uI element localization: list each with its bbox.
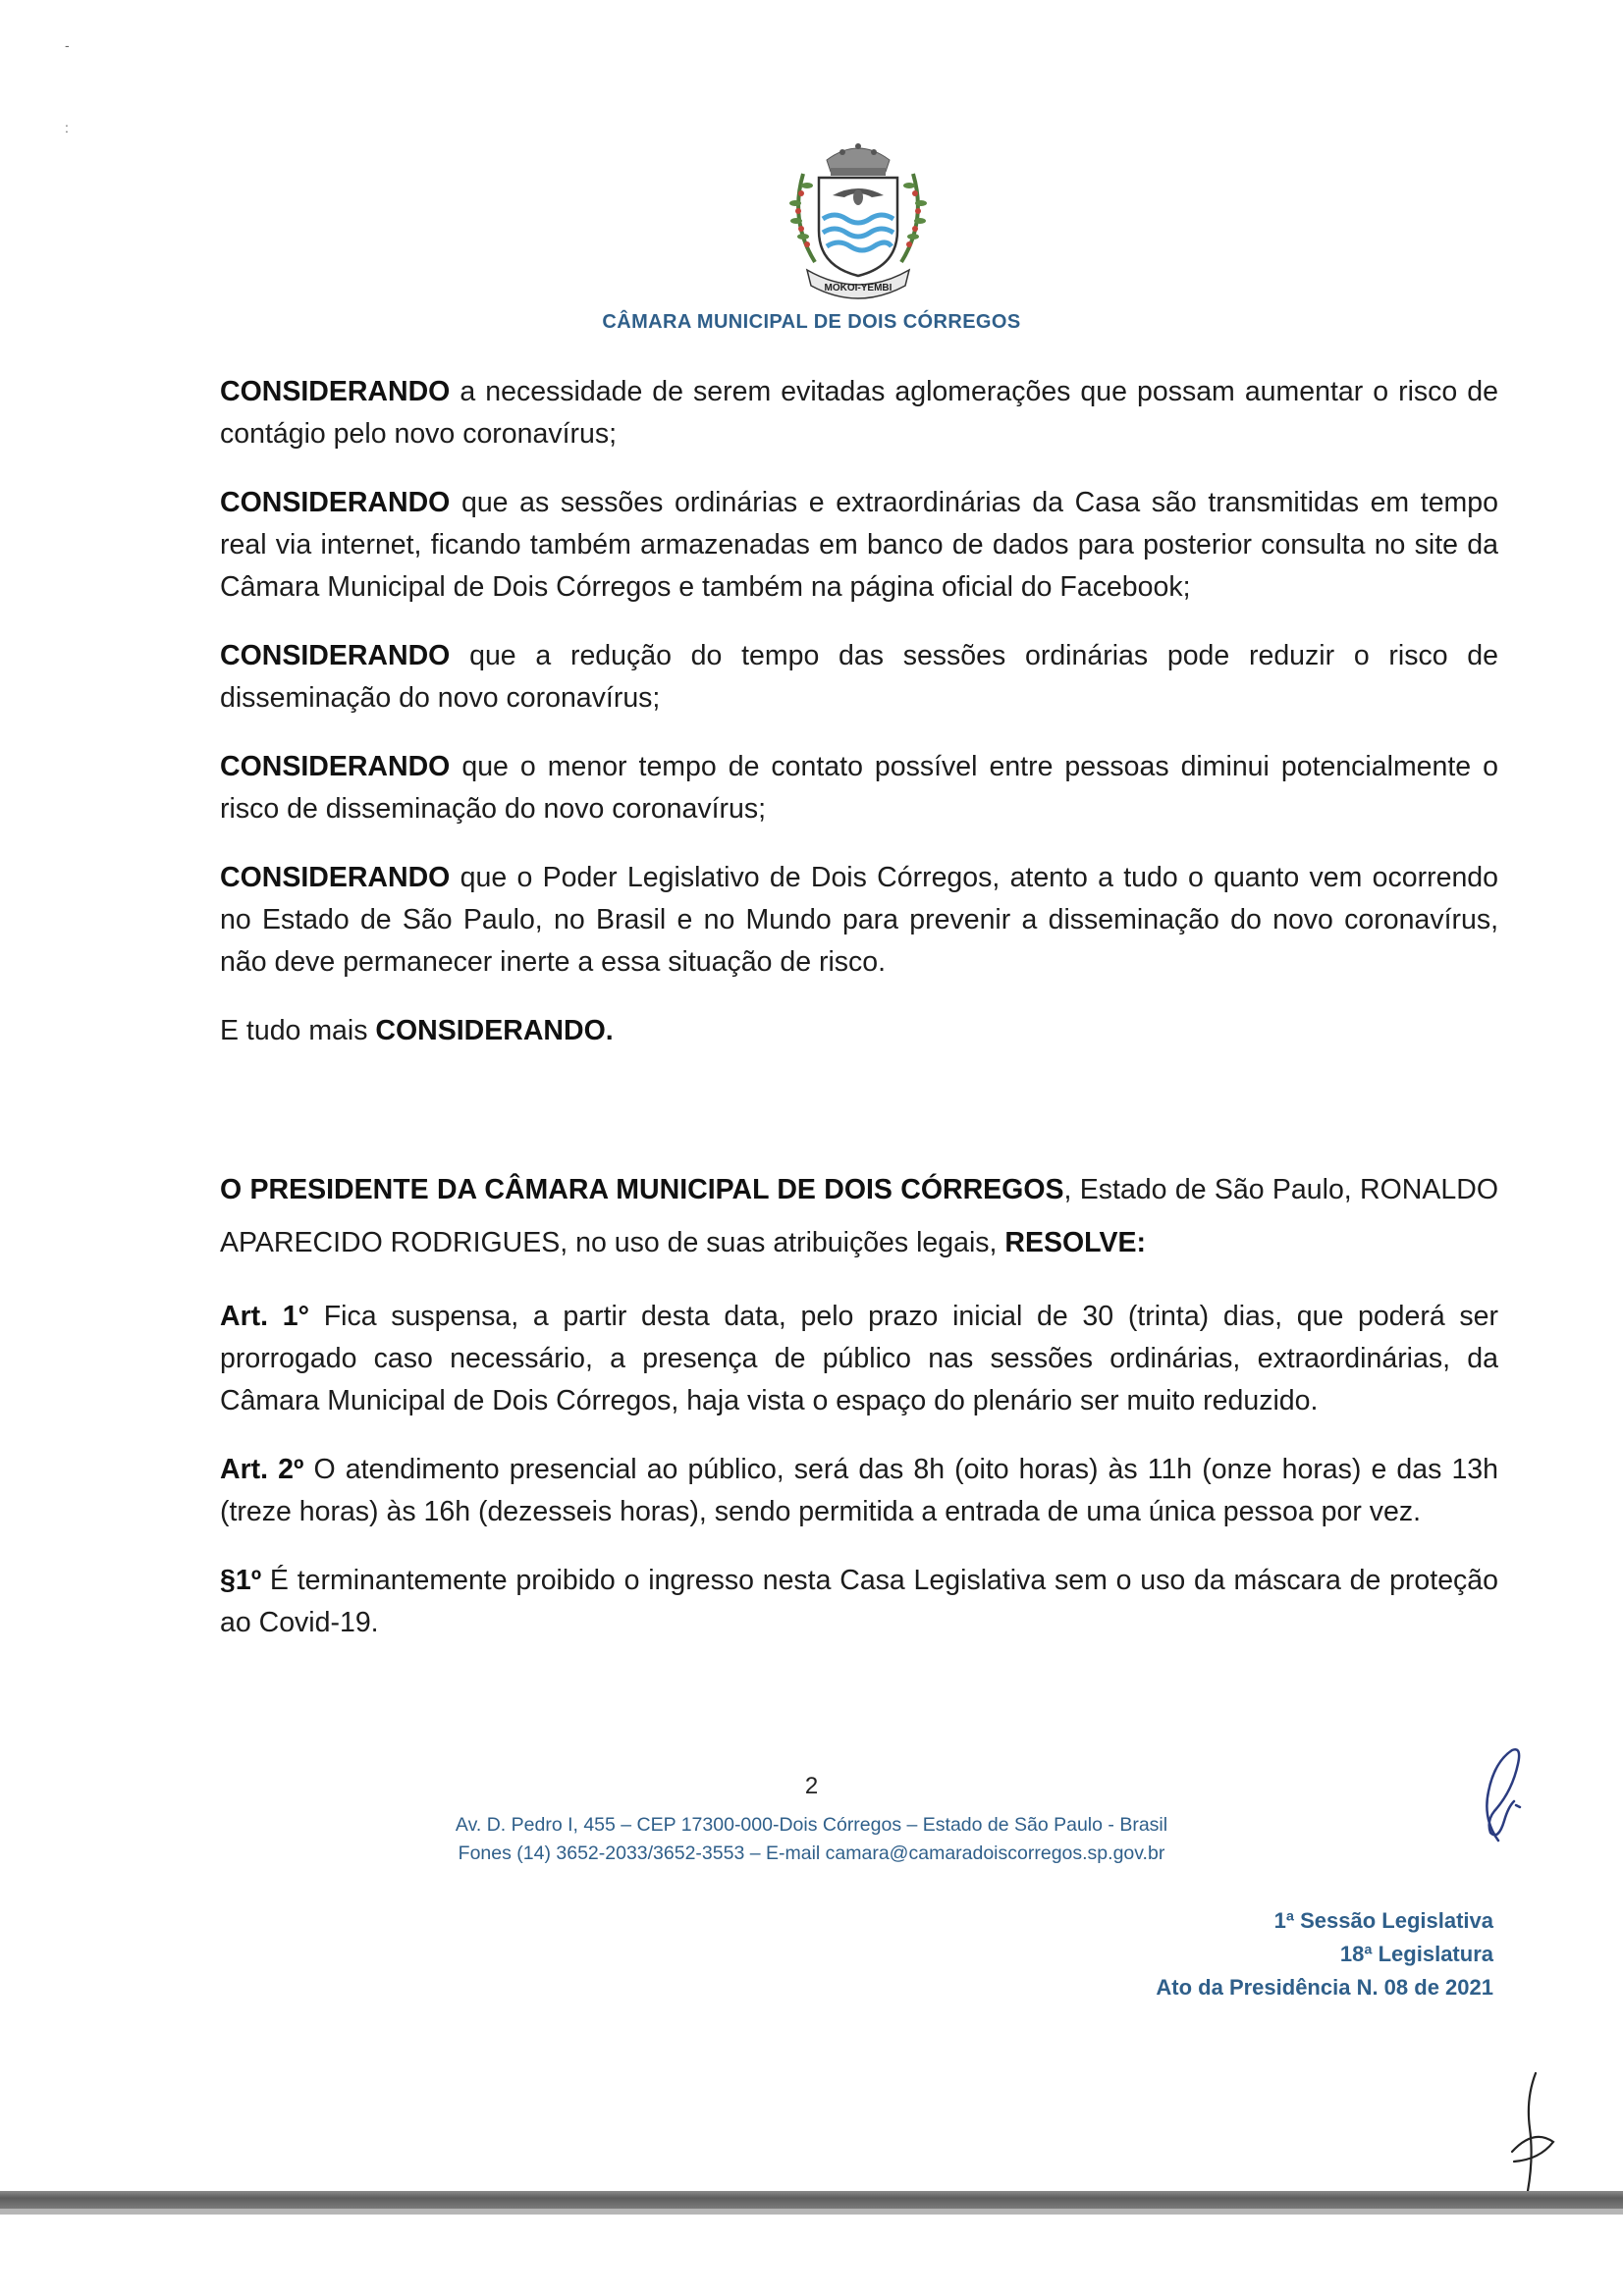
considerando-keyword: CONSIDERANDO — [220, 487, 451, 518]
considerando-text: que o Poder Legislativo de Dois Córregos, atento a tudo o quanto vem ocorrendo no Estado de São Paulo, no Brasil e no Mundo para prevenir a disseminação do novo coronavírus, não deve permanecer inerte a essa situação de risco. — [220, 862, 1498, 978]
considerando-keyword: CONSIDERANDO — [220, 751, 451, 782]
resolve-keyword: RESOLVE: — [1004, 1227, 1146, 1258]
considerando-text: que o menor tempo de contato possível entre pessoas diminui potencialmente o risco de disseminação do novo coronavírus; — [220, 751, 1498, 825]
scan-mark: - — [65, 37, 70, 53]
article-label: §1º — [220, 1565, 262, 1596]
session-line: 1ª Sessão Legislativa — [1273, 1908, 1493, 1933]
article-paragraph — [220, 1296, 1498, 1422]
article-paragraph — [220, 1449, 1498, 1533]
closing-text: E tudo mais — [220, 1015, 376, 1046]
president-text: , Estado de São Paulo, RONALDO APARECIDO RODRIGUES, no uso de suas atribuições legais, — [220, 1174, 1498, 1258]
closing-keyword: CONSIDERANDO. — [375, 1015, 614, 1046]
article-text: O atendimento presencial ao público, será das 8h (oito horas) às 11h (onze horas) e das 13h (treze horas) às 16h (dezesseis horas), sendo permitida a entrada de uma única pessoa por vez. — [220, 1454, 1498, 1527]
considerando-text: que as sessões ordinárias e extraordinárias da Casa são transmitidas em tempo real via internet, ficando também armazenadas em banco de dados para posterior consulta no site da Câmara Municipal de Dois Córregos e também na página oficial do Facebook; — [220, 487, 1498, 603]
footer-address-block — [0, 1811, 1623, 1868]
considerando-paragraph — [220, 371, 1498, 455]
considerando-paragraph — [220, 635, 1498, 720]
considerando-keyword: CONSIDERANDO — [220, 376, 451, 407]
document-body — [220, 371, 1498, 1671]
scan-edge-shade — [0, 2209, 1623, 2215]
scan-mark: : — [65, 120, 69, 135]
considerando-paragraph — [220, 857, 1498, 984]
municipal-crest-logo — [785, 133, 931, 307]
article-text: É terminantemente proibido o ingresso nesta Casa Legislativa sem o uso da máscara de proteção ao Covid-19. — [220, 1565, 1498, 1638]
closing-paragraph — [220, 1010, 1498, 1052]
article-text: Fica suspensa, a partir desta data, pelo prazo inicial de 30 (trinta) dias, que poderá ser prorrogado caso necessário, a presença de público nas sessões ordinárias, extraordinárias, da Câmara Municipal de Dois Córregos, haja vista o espaço do plenário ser muito reduzido. — [220, 1301, 1499, 1416]
considerando-paragraph — [220, 482, 1498, 609]
article-label: Art. 2º — [220, 1454, 304, 1485]
handwritten-rubric-signature — [1504, 2069, 1563, 2197]
president-paragraph — [220, 1163, 1498, 1269]
legislature-line: 18ª Legislatura — [1339, 1942, 1493, 1966]
handwritten-initial-signature — [1469, 1742, 1538, 1850]
scan-edge-bar — [0, 2191, 1623, 2209]
act-reference: Ato da Presidência N. 08 de 2021 — [1156, 1975, 1493, 2000]
article-label: Art. 1° — [220, 1301, 310, 1332]
footer-contacts: Fones (14) 3652-2033/3652-3553 – E-mail camara@camaradoiscorregos.sp.gov.br — [458, 1842, 1165, 1864]
president-title: O PRESIDENTE DA CÂMARA MUNICIPAL DE DOIS CÓRREGOS — [220, 1174, 1064, 1205]
session-info — [1156, 1904, 1493, 2004]
chamber-name-header: CÂMARA MUNICIPAL DE DOIS CÓRREGOS — [602, 311, 1021, 333]
footer-address: Av. D. Pedro I, 455 – CEP 17300-000-Dois Córregos – Estado de São Paulo - Brasil — [455, 1814, 1168, 1836]
page-number: 2 — [804, 1773, 819, 1799]
spacer — [220, 1079, 1498, 1163]
considerando-text: que a redução do tempo das sessões ordinárias pode reduzir o risco de disseminação do novo coronavírus; — [220, 640, 1498, 714]
considerando-text: a necessidade de serem evitadas aglomerações que possam aumentar o risco de contágio pelo novo coronavírus; — [220, 376, 1498, 450]
article-paragraph — [220, 1560, 1498, 1644]
crest-motto: MOKOI-YEMBI — [824, 283, 893, 294]
considerando-keyword: CONSIDERANDO — [220, 862, 451, 893]
considerando-keyword: CONSIDERANDO — [220, 640, 451, 671]
considerando-paragraph — [220, 746, 1498, 830]
